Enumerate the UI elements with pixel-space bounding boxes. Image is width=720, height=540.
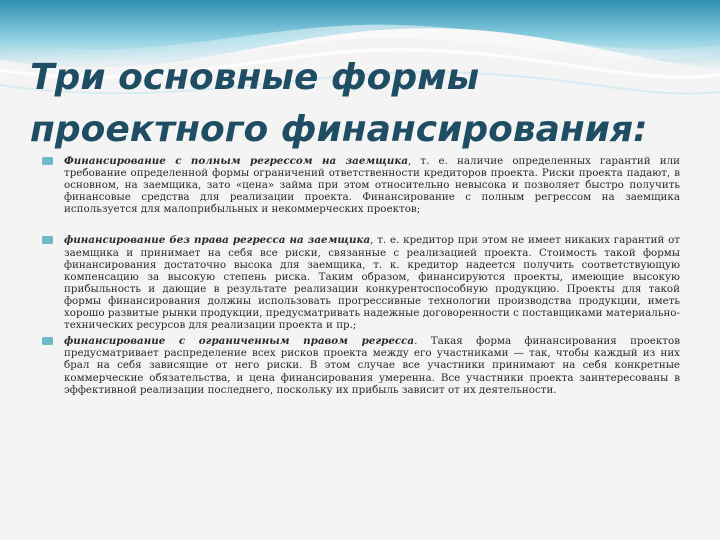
- list-item: [42, 234, 680, 331]
- item-text: , т. е. кредитор при этом не имеет никаких гарантий от заемщика и принимает на себя все риски, связанные с реализацией проекта. Стоимость такой формы финансирования достаточно высока для заемщика, т. к. кредитор надеется получить соответствующую компенсацию за высокую степень риска. Таким образом, финансируются проекты, имеющие высокую прибыльность и дающие в результате реализации конкурентоспособную продукцию. Проекты для такой формы финансирования должны использовать прогрессивные технологии производства продукции, иметь хорошо развитые рынки продукции, предусматривать надежные договоренности с поставщиками материально-технических ресурсов для реализации проекта и пр.;: [64, 234, 680, 332]
- bullet-icon: [42, 236, 53, 244]
- title-line-1: Три основные формы: [30, 57, 480, 98]
- item-text: , т. е. наличие определенных гарантий или требование определенной формы ограничений ответственности кредиторов проекта. Риски проекта падают, в основном, на заемщика, зато «цена» займа при этом относительно невысока и позволяет быстро получить финансовые средства для реализации проекта. Финансирование с полным регрессом на заемщика используется для малоприбыльных и некоммерческих проектов;: [64, 155, 680, 216]
- item-term: финансирование с ограниченным правом регресса: [64, 335, 415, 348]
- item-text: . Такая форма финансирования проектов предусматривает распределение всех рисков проекта между его участниками — так, чтобы каждый из них брал на себя зависящие от него риски. В этом случае все участники принимают на себя конкретные коммерческие обязательства, и цена финансирования умеренна. Все участники проекта заинтересованы в эффективной реализации последнего, поскольку их прибыль зависит от их деятельности.: [64, 335, 680, 396]
- item-term: Финансирование с полным регрессом на заемщика: [64, 155, 408, 167]
- list-item: [42, 335, 680, 395]
- bullet-icon: [42, 157, 53, 165]
- item-term: финансирование без права регресса на заемщика: [64, 234, 371, 247]
- page-title: [30, 52, 690, 156]
- bullet-icon: [42, 337, 53, 345]
- list-item: [42, 155, 680, 215]
- title-line-2: проектного финансирования:: [30, 109, 648, 150]
- bullet-list: [42, 155, 680, 396]
